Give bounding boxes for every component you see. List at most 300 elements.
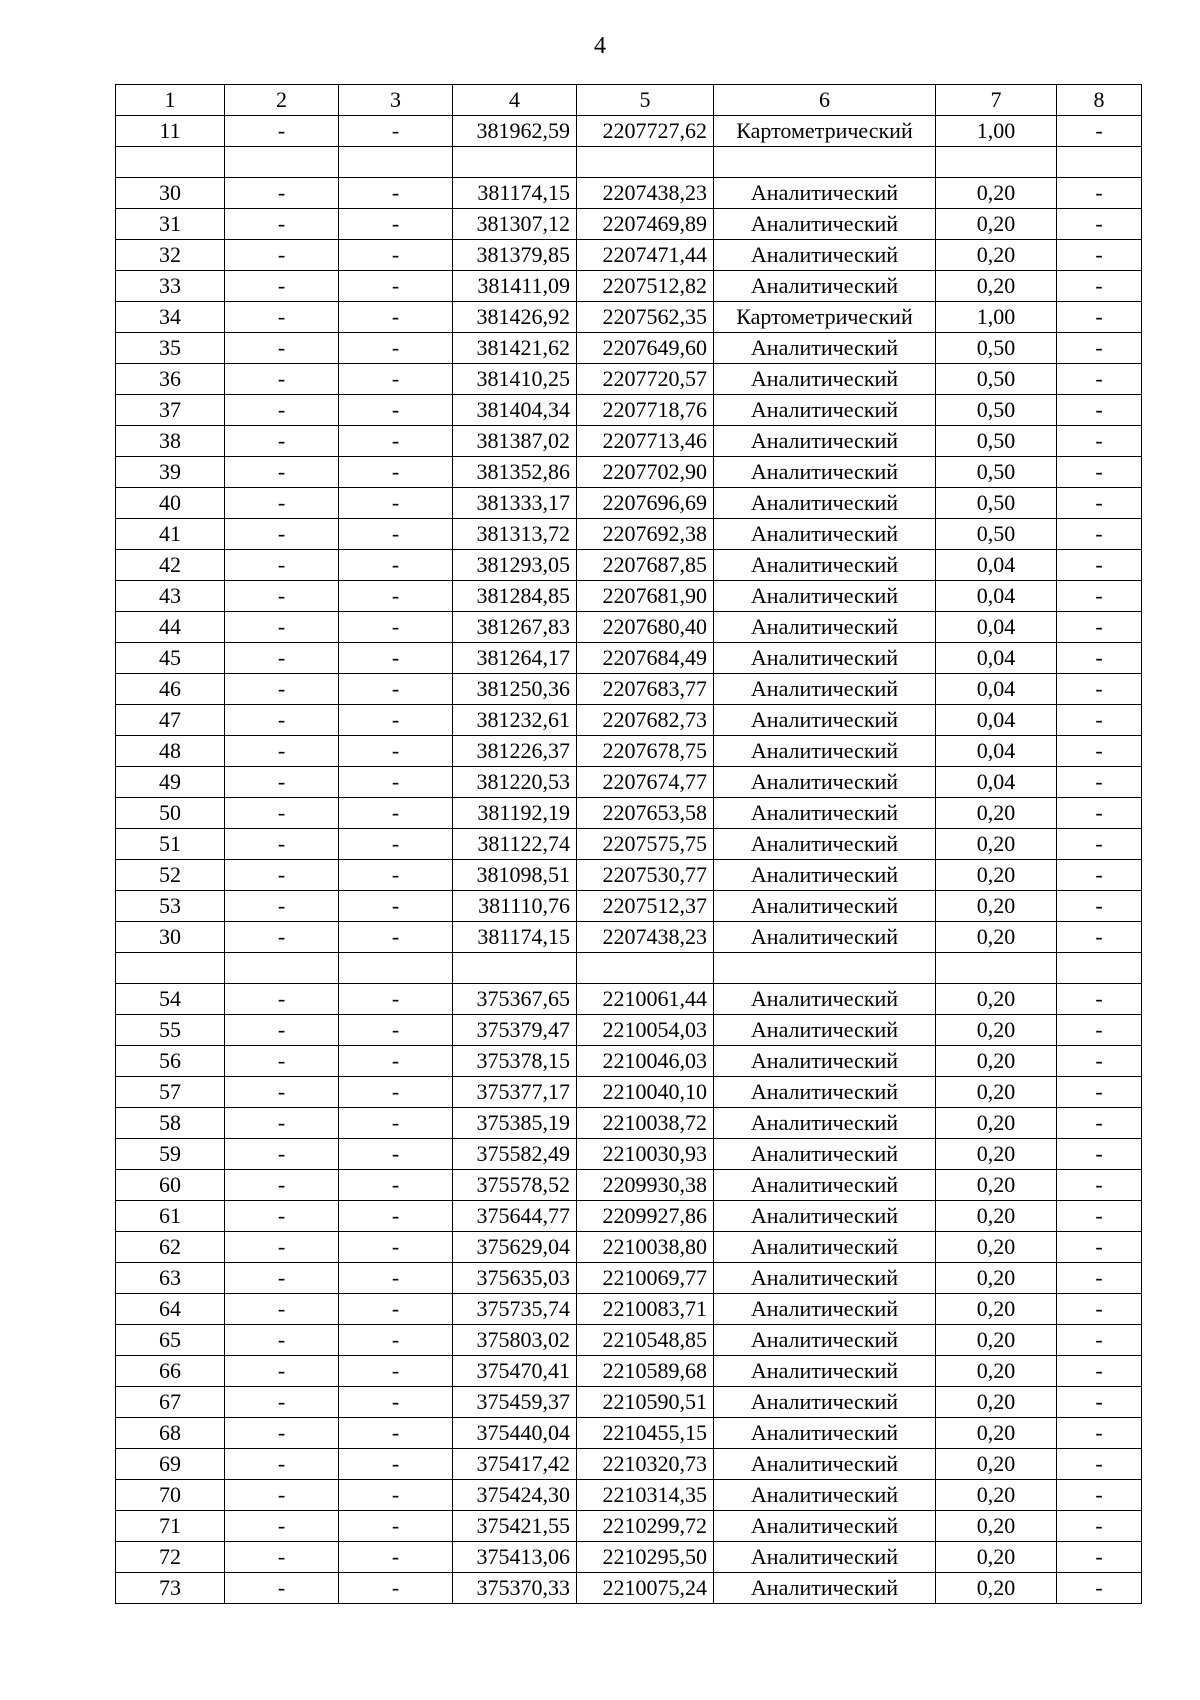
coord-x-cell: 381404,34 (453, 395, 577, 426)
precision-cell: 0,20 (936, 1108, 1057, 1139)
precision-cell: 0,04 (936, 705, 1057, 736)
col-3-cell: - (339, 798, 453, 829)
col-8-cell: - (1057, 550, 1142, 581)
col-2-cell: - (225, 240, 339, 271)
coord-y-cell: 2207681,90 (577, 581, 714, 612)
table-row (116, 767, 1142, 798)
coord-y-cell: 2210061,44 (577, 984, 714, 1015)
coord-y-cell: 2207575,75 (577, 829, 714, 860)
col-2-cell: - (225, 1542, 339, 1573)
column-header: 2 (225, 85, 339, 116)
coord-y-cell: 2210589,68 (577, 1356, 714, 1387)
col-3-cell: - (339, 1108, 453, 1139)
table-row (116, 705, 1142, 736)
coord-y-cell: 2207713,46 (577, 426, 714, 457)
col-8-cell: - (1057, 178, 1142, 209)
col-8-cell: - (1057, 736, 1142, 767)
table-row (116, 457, 1142, 488)
table-row (116, 1046, 1142, 1077)
table-row (116, 1418, 1142, 1449)
table-row (116, 984, 1142, 1015)
table-row (116, 178, 1142, 209)
point-number-cell: 37 (116, 395, 225, 426)
point-number-cell: 66 (116, 1356, 225, 1387)
method-cell: Аналитический (714, 519, 936, 550)
coord-x-cell: 381098,51 (453, 860, 577, 891)
precision-cell: 0,20 (936, 1387, 1057, 1418)
table-row (116, 209, 1142, 240)
coord-x-cell: 375578,52 (453, 1170, 577, 1201)
coord-y-cell (577, 147, 714, 178)
col-2-cell: - (225, 209, 339, 240)
coord-x-cell: 375629,04 (453, 1232, 577, 1263)
point-number-cell: 56 (116, 1046, 225, 1077)
point-number-cell: 58 (116, 1108, 225, 1139)
precision-cell: 0,04 (936, 674, 1057, 705)
col-3-cell: - (339, 1511, 453, 1542)
col-3-cell: - (339, 302, 453, 333)
point-number-cell: 31 (116, 209, 225, 240)
coord-y-cell: 2207684,49 (577, 643, 714, 674)
col-2-cell: - (225, 1449, 339, 1480)
coord-y-cell: 2210590,51 (577, 1387, 714, 1418)
col-3-cell: - (339, 612, 453, 643)
precision-cell: 1,00 (936, 116, 1057, 147)
table-row (116, 1170, 1142, 1201)
coord-x-cell: 375470,41 (453, 1356, 577, 1387)
col-2-cell: - (225, 271, 339, 302)
point-number-cell: 41 (116, 519, 225, 550)
col-8-cell: - (1057, 612, 1142, 643)
col-3-cell: - (339, 333, 453, 364)
coord-y-cell: 2207682,73 (577, 705, 714, 736)
col-2-cell: - (225, 798, 339, 829)
col-3-cell: - (339, 860, 453, 891)
method-cell: Аналитический (714, 240, 936, 271)
coord-x-cell: 381220,53 (453, 767, 577, 798)
point-number-cell: 68 (116, 1418, 225, 1449)
col-3-cell: - (339, 1139, 453, 1170)
table-row (116, 674, 1142, 705)
col-3-cell: - (339, 1046, 453, 1077)
method-cell: Аналитический (714, 674, 936, 705)
precision-cell: 0,20 (936, 178, 1057, 209)
col-2-cell: - (225, 984, 339, 1015)
col-8-cell: - (1057, 798, 1142, 829)
coord-y-cell: 2207720,57 (577, 364, 714, 395)
point-number-cell: 11 (116, 116, 225, 147)
method-cell: Аналитический (714, 829, 936, 860)
point-number-cell: 36 (116, 364, 225, 395)
table-row (116, 798, 1142, 829)
coord-y-cell: 2207530,77 (577, 860, 714, 891)
col-2-cell: - (225, 1418, 339, 1449)
point-number-cell: 38 (116, 426, 225, 457)
col-8-cell: - (1057, 426, 1142, 457)
col-8-cell: - (1057, 488, 1142, 519)
point-number-cell: 39 (116, 457, 225, 488)
coord-y-cell: 2207674,77 (577, 767, 714, 798)
coord-x-cell: 381333,17 (453, 488, 577, 519)
coord-x-cell: 375385,19 (453, 1108, 577, 1139)
coord-x-cell: 375378,15 (453, 1046, 577, 1077)
coord-y-cell: 2210075,24 (577, 1573, 714, 1604)
coord-y-cell: 2207702,90 (577, 457, 714, 488)
coord-x-cell: 375379,47 (453, 1015, 577, 1046)
coord-x-cell: 375424,30 (453, 1480, 577, 1511)
coord-x-cell: 381379,85 (453, 240, 577, 271)
precision-cell: 0,20 (936, 922, 1057, 953)
col-3-cell: - (339, 1418, 453, 1449)
point-number-cell (116, 147, 225, 178)
method-cell: Аналитический (714, 1232, 936, 1263)
col-2-cell: - (225, 178, 339, 209)
col-2-cell: - (225, 1511, 339, 1542)
method-cell: Аналитический (714, 271, 936, 302)
col-8-cell: - (1057, 891, 1142, 922)
col-8-cell: - (1057, 1263, 1142, 1294)
table-row (116, 1325, 1142, 1356)
col-8-cell: - (1057, 984, 1142, 1015)
col-8-cell: - (1057, 643, 1142, 674)
method-cell: Аналитический (714, 333, 936, 364)
point-number-cell: 30 (116, 178, 225, 209)
col-8-cell: - (1057, 829, 1142, 860)
coord-x-cell: 381352,86 (453, 457, 577, 488)
precision-cell: 0,20 (936, 1511, 1057, 1542)
coord-x-cell (453, 953, 577, 984)
method-cell: Аналитический (714, 1387, 936, 1418)
method-cell: Картометрический (714, 302, 936, 333)
col-8-cell: - (1057, 581, 1142, 612)
point-number-cell (116, 953, 225, 984)
method-cell: Аналитический (714, 1449, 936, 1480)
col-3-cell: - (339, 178, 453, 209)
col-8-cell: - (1057, 1170, 1142, 1201)
col-8-cell: - (1057, 1046, 1142, 1077)
col-3-cell: - (339, 1449, 453, 1480)
col-8-cell: - (1057, 1573, 1142, 1604)
table-row (116, 116, 1142, 147)
point-number-cell: 34 (116, 302, 225, 333)
coord-y-cell: 2207649,60 (577, 333, 714, 364)
col-2-cell: - (225, 1046, 339, 1077)
col-8-cell: - (1057, 271, 1142, 302)
point-number-cell: 60 (116, 1170, 225, 1201)
coord-x-cell: 375421,55 (453, 1511, 577, 1542)
method-cell: Аналитический (714, 178, 936, 209)
col-2-cell: - (225, 116, 339, 147)
coord-x-cell: 375459,37 (453, 1387, 577, 1418)
coord-x-cell: 381174,15 (453, 922, 577, 953)
col-3-cell: - (339, 643, 453, 674)
coord-y-cell: 2207696,69 (577, 488, 714, 519)
table-row (116, 302, 1142, 333)
column-header: 7 (936, 85, 1057, 116)
col-2-cell: - (225, 891, 339, 922)
precision-cell: 0,50 (936, 426, 1057, 457)
precision-cell: 0,20 (936, 1542, 1057, 1573)
method-cell: Аналитический (714, 643, 936, 674)
method-cell: Аналитический (714, 1480, 936, 1511)
precision-cell: 0,04 (936, 736, 1057, 767)
method-cell: Аналитический (714, 426, 936, 457)
col-3-cell: - (339, 1201, 453, 1232)
col-2-cell: - (225, 333, 339, 364)
col-2-cell: - (225, 612, 339, 643)
method-cell (714, 147, 936, 178)
col-2-cell: - (225, 1077, 339, 1108)
col-2-cell: - (225, 519, 339, 550)
table-row (116, 1511, 1142, 1542)
coord-y-cell: 2210295,50 (577, 1542, 714, 1573)
col-3-cell (339, 147, 453, 178)
table-row (116, 1015, 1142, 1046)
precision-cell: 0,20 (936, 1046, 1057, 1077)
col-8-cell: - (1057, 364, 1142, 395)
point-number-cell: 59 (116, 1139, 225, 1170)
col-3-cell: - (339, 1294, 453, 1325)
point-number-cell: 35 (116, 333, 225, 364)
coord-x-cell: 375635,03 (453, 1263, 577, 1294)
col-3-cell: - (339, 767, 453, 798)
column-header: 3 (339, 85, 453, 116)
coord-x-cell: 381410,25 (453, 364, 577, 395)
coord-y-cell: 2210548,85 (577, 1325, 714, 1356)
col-3-cell: - (339, 674, 453, 705)
table-row (116, 860, 1142, 891)
table-row (116, 1542, 1142, 1573)
col-8-cell: - (1057, 519, 1142, 550)
point-number-cell: 49 (116, 767, 225, 798)
col-2-cell: - (225, 1263, 339, 1294)
col-3-cell: - (339, 457, 453, 488)
table-row (116, 891, 1142, 922)
precision-cell: 0,20 (936, 271, 1057, 302)
point-number-cell: 63 (116, 1263, 225, 1294)
precision-cell: 0,20 (936, 1170, 1057, 1201)
point-number-cell: 53 (116, 891, 225, 922)
coord-x-cell: 381174,15 (453, 178, 577, 209)
point-number-cell: 52 (116, 860, 225, 891)
coord-x-cell: 381192,19 (453, 798, 577, 829)
method-cell: Аналитический (714, 1015, 936, 1046)
table-row (116, 1232, 1142, 1263)
coord-y-cell: 2207680,40 (577, 612, 714, 643)
precision-cell: 0,20 (936, 1015, 1057, 1046)
table-row (116, 364, 1142, 395)
coord-x-cell: 375370,33 (453, 1573, 577, 1604)
coord-y-cell: 2209930,38 (577, 1170, 714, 1201)
point-number-cell: 51 (116, 829, 225, 860)
method-cell: Аналитический (714, 581, 936, 612)
method-cell: Аналитический (714, 860, 936, 891)
col-3-cell: - (339, 1232, 453, 1263)
coord-y-cell: 2210069,77 (577, 1263, 714, 1294)
table-row (116, 1294, 1142, 1325)
table-row (116, 550, 1142, 581)
col-2-cell: - (225, 457, 339, 488)
coord-x-cell: 381307,12 (453, 209, 577, 240)
col-3-cell: - (339, 1573, 453, 1604)
coord-x-cell: 381387,02 (453, 426, 577, 457)
col-8-cell: - (1057, 1139, 1142, 1170)
col-8-cell: - (1057, 1294, 1142, 1325)
col-8-cell: - (1057, 1480, 1142, 1511)
coord-x-cell: 381284,85 (453, 581, 577, 612)
col-3-cell: - (339, 1325, 453, 1356)
col-8-cell: - (1057, 116, 1142, 147)
coord-y-cell: 2207562,35 (577, 302, 714, 333)
col-2-cell (225, 953, 339, 984)
table-row (116, 426, 1142, 457)
method-cell: Аналитический (714, 1170, 936, 1201)
method-cell: Аналитический (714, 891, 936, 922)
method-cell: Аналитический (714, 767, 936, 798)
method-cell: Аналитический (714, 705, 936, 736)
table-row (116, 922, 1142, 953)
precision-cell: 0,20 (936, 1201, 1057, 1232)
point-number-cell: 69 (116, 1449, 225, 1480)
table-row (116, 1387, 1142, 1418)
coord-x-cell: 375803,02 (453, 1325, 577, 1356)
col-2-cell: - (225, 1232, 339, 1263)
col-8-cell: - (1057, 240, 1142, 271)
column-header: 8 (1057, 85, 1142, 116)
method-cell: Аналитический (714, 1108, 936, 1139)
col-3-cell: - (339, 1077, 453, 1108)
coord-x-cell: 375413,06 (453, 1542, 577, 1573)
precision-cell: 0,20 (936, 829, 1057, 860)
coord-y-cell: 2207512,82 (577, 271, 714, 302)
point-number-cell: 64 (116, 1294, 225, 1325)
precision-cell: 0,50 (936, 333, 1057, 364)
method-cell: Аналитический (714, 1356, 936, 1387)
col-2-cell: - (225, 1201, 339, 1232)
precision-cell: 0,20 (936, 209, 1057, 240)
col-2-cell: - (225, 302, 339, 333)
table-row (116, 1108, 1142, 1139)
point-number-cell: 67 (116, 1387, 225, 1418)
coord-y-cell: 2207727,62 (577, 116, 714, 147)
coordinates-table (115, 84, 1142, 1604)
col-2-cell: - (225, 1325, 339, 1356)
coord-x-cell (453, 147, 577, 178)
point-number-cell: 45 (116, 643, 225, 674)
col-3-cell: - (339, 519, 453, 550)
col-8-cell (1057, 147, 1142, 178)
col-2-cell: - (225, 364, 339, 395)
col-2-cell: - (225, 674, 339, 705)
col-8-cell: - (1057, 1418, 1142, 1449)
point-number-cell: 46 (116, 674, 225, 705)
point-number-cell: 57 (116, 1077, 225, 1108)
col-2-cell: - (225, 581, 339, 612)
method-cell: Аналитический (714, 364, 936, 395)
precision-cell: 0,50 (936, 488, 1057, 519)
method-cell: Аналитический (714, 1201, 936, 1232)
point-number-cell: 42 (116, 550, 225, 581)
col-8-cell: - (1057, 457, 1142, 488)
point-number-cell: 33 (116, 271, 225, 302)
col-8-cell: - (1057, 209, 1142, 240)
coord-y-cell: 2209927,86 (577, 1201, 714, 1232)
precision-cell: 0,20 (936, 1077, 1057, 1108)
coord-x-cell: 375440,04 (453, 1418, 577, 1449)
point-number-cell: 40 (116, 488, 225, 519)
table-row (116, 1449, 1142, 1480)
method-cell: Аналитический (714, 984, 936, 1015)
table-row (116, 1077, 1142, 1108)
precision-cell: 0,20 (936, 1449, 1057, 1480)
method-cell: Аналитический (714, 1418, 936, 1449)
method-cell: Аналитический (714, 1294, 936, 1325)
coord-x-cell: 381264,17 (453, 643, 577, 674)
col-8-cell: - (1057, 1232, 1142, 1263)
method-cell: Картометрический (714, 116, 936, 147)
precision-cell: 0,20 (936, 1573, 1057, 1604)
point-number-cell: 55 (116, 1015, 225, 1046)
precision-cell: 1,00 (936, 302, 1057, 333)
method-cell: Аналитический (714, 550, 936, 581)
coord-y-cell: 2207438,23 (577, 922, 714, 953)
column-header: 1 (116, 85, 225, 116)
col-2-cell (225, 147, 339, 178)
col-2-cell: - (225, 705, 339, 736)
col-8-cell: - (1057, 333, 1142, 364)
coord-x-cell: 375417,42 (453, 1449, 577, 1480)
precision-cell: 0,04 (936, 767, 1057, 798)
point-number-cell: 30 (116, 922, 225, 953)
coord-y-cell: 2207469,89 (577, 209, 714, 240)
point-number-cell: 70 (116, 1480, 225, 1511)
method-cell (714, 953, 936, 984)
col-8-cell: - (1057, 1201, 1142, 1232)
col-3-cell: - (339, 891, 453, 922)
method-cell: Аналитический (714, 1046, 936, 1077)
precision-cell: 0,50 (936, 457, 1057, 488)
method-cell: Аналитический (714, 1263, 936, 1294)
coord-y-cell: 2210299,72 (577, 1511, 714, 1542)
coord-y-cell: 2207512,37 (577, 891, 714, 922)
precision-cell: 0,04 (936, 550, 1057, 581)
col-8-cell: - (1057, 674, 1142, 705)
col-8-cell: - (1057, 705, 1142, 736)
table-row (116, 829, 1142, 860)
col-3-cell: - (339, 581, 453, 612)
point-number-cell: 48 (116, 736, 225, 767)
coord-x-cell: 381962,59 (453, 116, 577, 147)
col-2-cell: - (225, 1356, 339, 1387)
table-row (116, 395, 1142, 426)
coord-x-cell: 381226,37 (453, 736, 577, 767)
method-cell: Аналитический (714, 1511, 936, 1542)
precision-cell (936, 953, 1057, 984)
col-8-cell: - (1057, 922, 1142, 953)
precision-cell: 0,04 (936, 612, 1057, 643)
col-2-cell: - (225, 1387, 339, 1418)
coord-x-cell: 381421,62 (453, 333, 577, 364)
table-row (116, 736, 1142, 767)
coord-y-cell: 2210083,71 (577, 1294, 714, 1325)
col-2-cell: - (225, 736, 339, 767)
table-row (116, 1201, 1142, 1232)
col-2-cell: - (225, 922, 339, 953)
coord-x-cell: 375367,65 (453, 984, 577, 1015)
coord-y-cell: 2207683,77 (577, 674, 714, 705)
method-cell: Аналитический (714, 209, 936, 240)
col-3-cell: - (339, 1480, 453, 1511)
